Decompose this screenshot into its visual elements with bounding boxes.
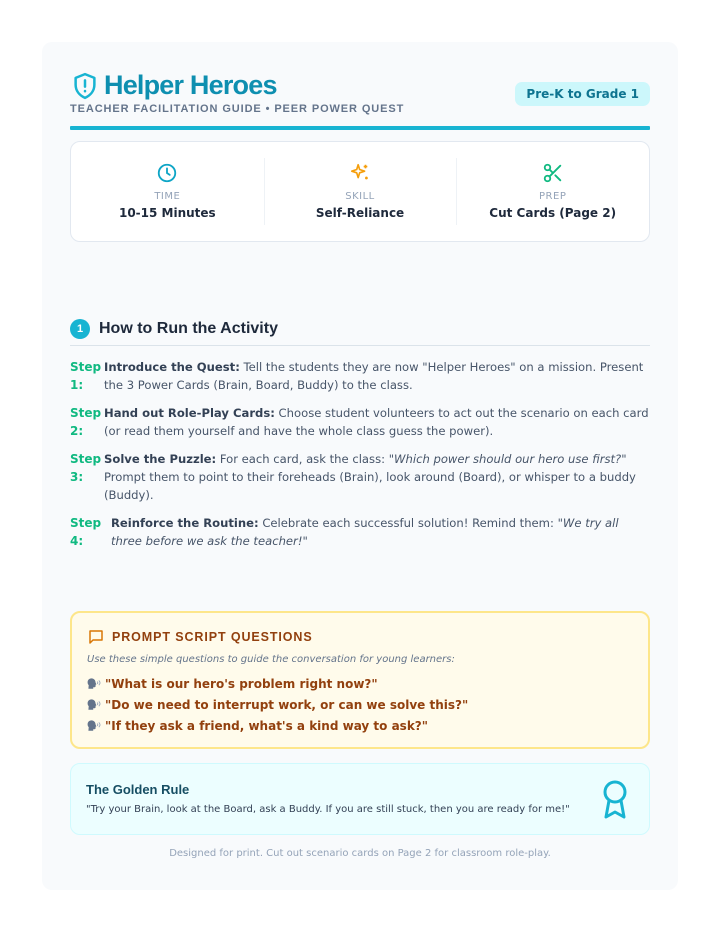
list-item [86,694,468,715]
steps-list [70,358,650,560]
golden-rule-box [70,763,650,835]
step-description: For each card, ask the class: [216,452,389,466]
guide-page [42,42,678,890]
award-ribbon-icon [601,779,629,821]
list-item [86,673,468,694]
info-skill-value: Self-Reliance [315,206,405,220]
step-item [70,450,650,504]
info-time-label: TIME [154,191,181,202]
prompt-header [87,628,313,646]
shield-alert-icon [70,71,100,101]
step-text [104,450,650,504]
info-skill [264,142,457,241]
page-subtitle: TEACHER FACILITATION GUIDE • PEER POWER QUEST [70,103,405,115]
golden-rule-title: The Golden Rule [86,782,190,797]
info-prep-value: Cut Cards (Page 2) [489,206,617,220]
grade-badge: Pre-K to Grade 1 [515,82,650,106]
step-title: Introduce the Quest: [104,360,240,374]
brand [70,70,277,101]
step-label: Step 1: [70,360,102,392]
section-number-badge: 1 [70,319,90,339]
footer-note: Designed for print. Cut out scenario cards on Page 2 for classroom role-play. [169,848,551,859]
header-rule [70,126,650,130]
step-item [70,514,650,550]
info-time [71,142,264,241]
list-item [86,715,468,736]
step-item [70,358,650,394]
page-title: Helper Heroes [104,70,277,100]
question-text: "What is our hero's problem right now?" [105,676,378,691]
clock-icon [156,162,178,184]
prompt-script-box [70,611,650,749]
section-header [70,318,650,346]
speaking-head-icon [86,698,102,712]
step-description: Tell the students they are now "Helper Heroes" on a mission. Present the 3 Power Cards (Brain, Board, Buddy) to the class. [104,360,644,392]
step-description: Choose student volunteers to act out the scenario on each card (or read them yourself and have the whole class guess the power). [104,406,649,438]
info-prep [456,142,649,241]
info-time-value: 10-15 Minutes [118,206,216,220]
info-prep-label: PREP [539,191,567,202]
step-text [111,514,650,550]
sparkles-icon [349,162,371,184]
step-item [70,404,650,440]
step-description: Celebrate each successful solution! Remind them: [258,516,558,530]
message-square-icon [87,628,105,646]
speaking-head-icon [86,719,102,733]
step-quote: "We try all three before we ask the teacher!" [111,516,619,548]
step-description-continued: Prompt them to point to their foreheads (Brain), look around (Board), or whisper to a buddy (Buddy). [104,470,636,502]
info-skill-label: SKILL [345,191,375,202]
step-text [104,358,650,394]
scissors-icon [542,162,564,184]
step-label: Step 3: [70,452,102,484]
speaking-head-icon [86,677,102,691]
prompt-title: PROMPT SCRIPT QUESTIONS [112,630,313,644]
step-label: Step 4: [70,516,102,548]
step-title: Reinforce the Routine: [111,516,259,530]
step-quote: "Which power should our hero use first?" [388,452,627,466]
question-text: "If they ask a friend, what's a kind way to ask?" [105,718,429,733]
header [70,70,650,130]
step-title: Hand out Role-Play Cards: [104,406,275,420]
info-card [70,141,650,242]
step-label: Step 2: [70,406,102,438]
step-text [104,404,650,440]
golden-rule-text: "Try your Brain, look at the Board, ask a Buddy. If you are still stuck, then you are ready for me!" [86,804,570,815]
prompt-intro: Use these simple questions to guide the conversation for young learners: [87,654,455,665]
question-list [86,673,468,736]
section-title: How to Run the Activity [99,320,278,337]
question-text: "Do we need to interrupt work, or can we solve this?" [105,697,469,712]
step-title: Solve the Puzzle: [104,452,217,466]
